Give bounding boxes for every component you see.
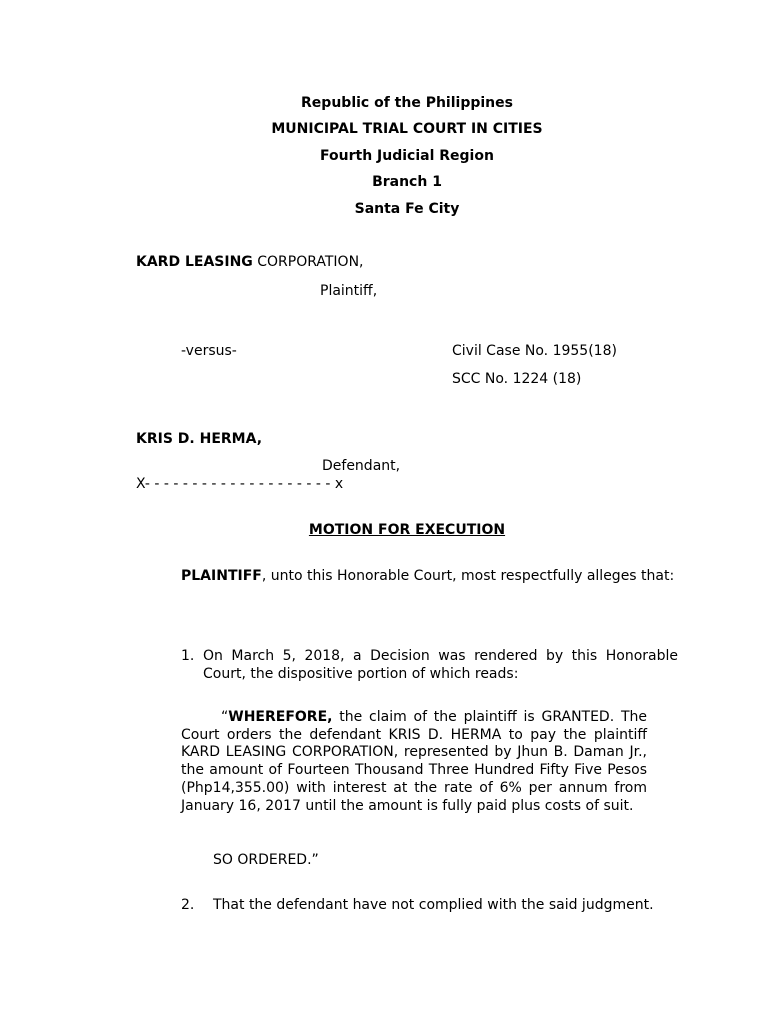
plaintiff-role: Plaintiff, — [320, 283, 378, 299]
quote-lead: WHEREFORE, — [228, 709, 333, 725]
scc-number: SCC No. 1224 (18) — [452, 371, 582, 387]
plaintiff-name — [136, 253, 364, 271]
header-republic: Republic of the Philippines — [301, 95, 513, 111]
intro-text: , unto this Honorable Court, most respectfully alleges that: — [261, 568, 675, 584]
plaintiff-name-rest: CORPORATION, — [252, 254, 364, 270]
civil-case-number: Civil Case No. 1955(18) — [452, 343, 617, 359]
decision-quote — [181, 709, 647, 815]
quote-text: the claim of the plaintiff is GRANTED. The Court orders the defendant KRIS D. HERMA to pay the plaintiff KARD LEASING CORPORATION, represented by Jhun B. Daman Jr., the amount of Fourteen Thousand Three Hundred Fifty Five Pesos (Php14,355.00) with interest at the rate of 6% per annum from January 16, 2017 until the amount is fully paid plus costs of suit. — [181, 709, 647, 814]
header-court: MUNICIPAL TRIAL COURT IN CITIES — [271, 121, 543, 137]
plaintiff-name-bold: KARD LEASING — [136, 254, 253, 270]
item-2-number: 2. — [181, 897, 195, 913]
defendant-role: Defendant, — [322, 458, 401, 474]
intro-paragraph — [136, 567, 678, 585]
intro-party: PLAINTIFF — [181, 568, 262, 584]
item-2-text: That the defendant have not complied with the said judgment. — [213, 897, 654, 913]
defendant-name: KRIS D. HERMA, — [136, 431, 263, 447]
versus-label: -versus- — [181, 343, 237, 359]
quote-closing: SO ORDERED.” — [213, 852, 319, 868]
caption-divider: X- - - - - - - - - - - - - - - - - - - - x — [136, 476, 344, 492]
item-1-text: On March 5, 2018, a Decision was rendered by this Honorable Court, the dispositive portion of which reads: — [203, 648, 678, 682]
header-city: Santa Fe City — [354, 201, 460, 217]
header-region: Fourth Judicial Region — [320, 148, 494, 164]
item-1-number: 1. — [181, 648, 195, 664]
quote-open-mark: “ — [221, 709, 229, 725]
header-branch: Branch 1 — [372, 174, 442, 190]
document-title: MOTION FOR EXECUTION — [308, 522, 506, 538]
